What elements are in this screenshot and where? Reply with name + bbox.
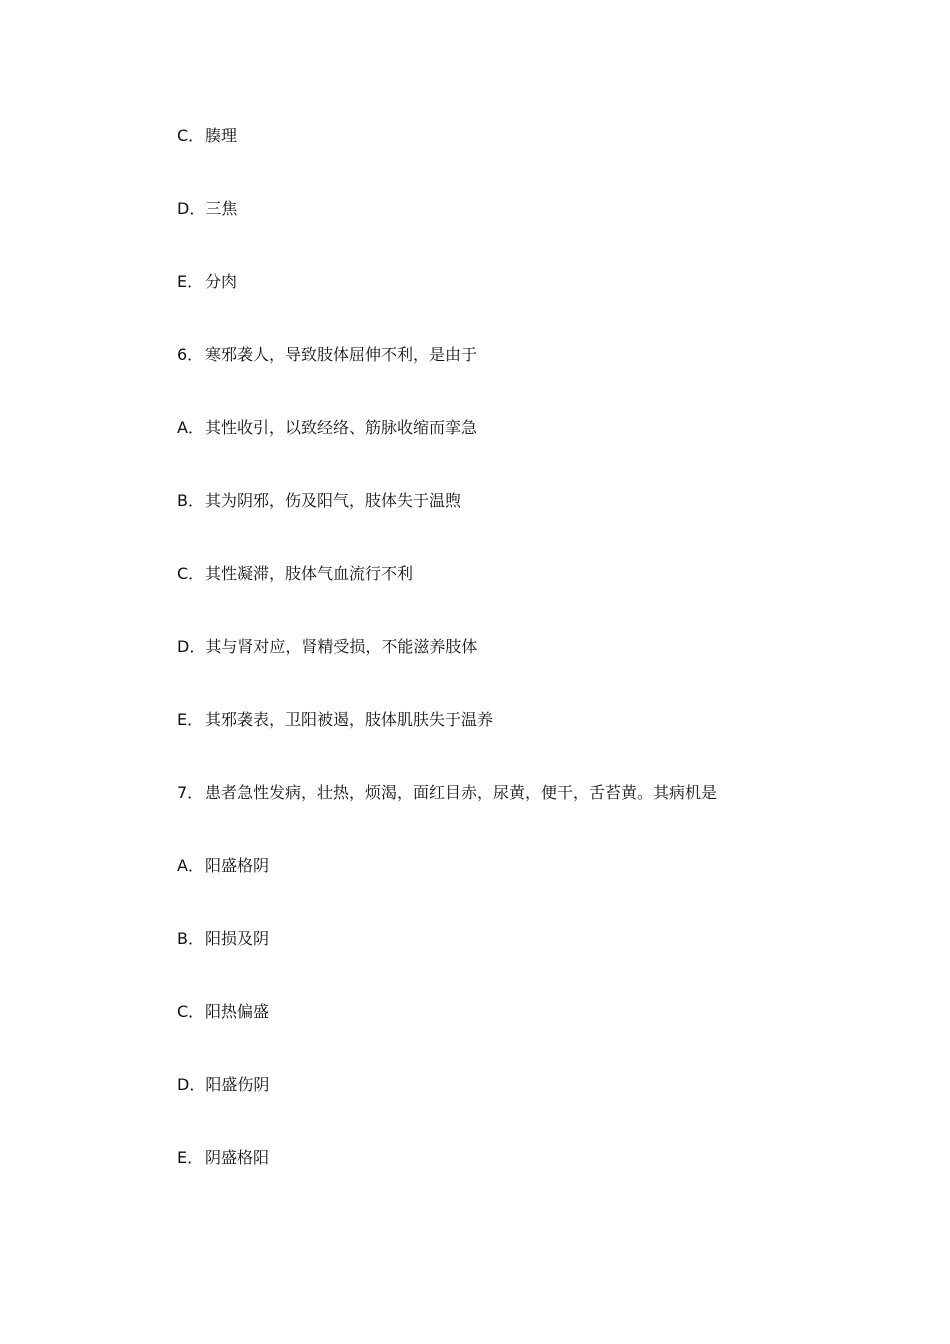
option-text: 腠理	[205, 126, 238, 145]
option-label: B．	[177, 929, 204, 948]
answer-option-a	[177, 856, 877, 929]
option-label: B．	[177, 491, 204, 510]
answer-option-d	[177, 637, 877, 710]
question-number: 7．	[177, 783, 204, 802]
option-label: D．	[177, 1075, 206, 1094]
option-text: 三焦	[205, 199, 238, 218]
answer-option-e	[177, 710, 877, 783]
question-number: 6．	[177, 345, 204, 364]
option-label: D．	[177, 637, 206, 656]
option-label: C．	[177, 1002, 205, 1021]
option-text: 其性收引，以致经络、筋脉收缩而挛急	[205, 418, 478, 437]
option-label: E．	[177, 1148, 204, 1167]
question-7	[177, 783, 877, 856]
question-text: 寒邪袭人，导致肢体屈伸不利，是由于	[205, 345, 478, 364]
option-text: 其为阴邪，伤及阳气，肢体失于温煦	[205, 491, 462, 510]
option-label: A．	[177, 418, 204, 437]
option-label: E．	[177, 272, 204, 291]
option-label: D．	[177, 199, 206, 218]
option-text: 其与肾对应，肾精受损，不能滋养肢体	[205, 637, 478, 656]
answer-option-c	[177, 564, 877, 637]
answer-option-e	[177, 272, 877, 345]
answer-option-e	[177, 1148, 877, 1221]
answer-option-d	[177, 1075, 877, 1148]
option-label: A．	[177, 856, 204, 875]
option-text: 其邪袭表，卫阳被遏，肢体肌肤失于温养	[205, 710, 494, 729]
question-text: 患者急性发病，壮热，烦渴，面红目赤，尿黄，便干，舌苔黄。其病机是	[205, 783, 718, 802]
option-text: 其性凝滞，肢体气血流行不利	[205, 564, 414, 583]
question-text-block	[177, 126, 877, 1221]
answer-option-b	[177, 491, 877, 564]
option-text: 阳损及阴	[205, 929, 270, 948]
option-label: C．	[177, 564, 205, 583]
option-text: 分肉	[205, 272, 238, 291]
answer-option-a	[177, 418, 877, 491]
option-text: 阳盛伤阴	[205, 1075, 270, 1094]
option-text: 阳热偏盛	[205, 1002, 270, 1021]
answer-option-d	[177, 199, 877, 272]
answer-option-c	[177, 1002, 877, 1075]
option-text: 阴盛格阳	[205, 1148, 270, 1167]
option-label: C．	[177, 126, 205, 145]
option-label: E．	[177, 710, 204, 729]
answer-option-b	[177, 929, 877, 1002]
answer-option-c	[177, 126, 877, 199]
question-6	[177, 345, 877, 418]
option-text: 阳盛格阴	[205, 856, 270, 875]
